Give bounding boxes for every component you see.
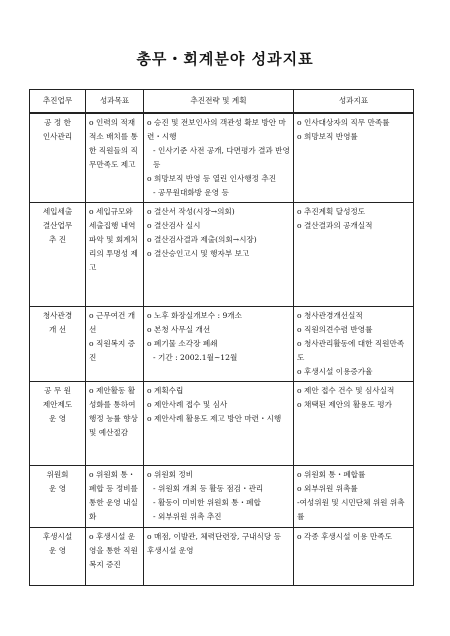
- table-row: [30, 466, 414, 528]
- strategy-cell: [144, 382, 294, 466]
- task-label: 위원회: [46, 470, 69, 479]
- strategy-cell: [144, 307, 294, 382]
- table-row: [30, 382, 414, 466]
- task-label: 제안제도: [42, 400, 73, 409]
- task-cell: [30, 203, 86, 307]
- indicator-item: o 채택된 제안의 활용도 평가: [297, 400, 392, 409]
- strategy-item: - 인사기준 사전 공개, 다면평가 결과 반영 등: [153, 146, 290, 169]
- indicator-item: o 청사관경개선실적: [297, 311, 363, 320]
- strategy-item: o 계획수립: [147, 386, 184, 395]
- strategy-item: o 제안사례 활용도 제고 방안 마련・시행: [147, 414, 282, 423]
- strategy-cell: [144, 528, 294, 586]
- indicator-cell: [294, 203, 414, 307]
- strategy-cell: [144, 113, 294, 203]
- strategy-item: o 노후 화장실개보수 : 9개소: [147, 311, 242, 320]
- strategy-item: o 결산검사결과 제출(의회→시장): [147, 235, 257, 244]
- goal-cell: [86, 307, 144, 382]
- indicator-item: o 후생시설 이용증가율: [297, 367, 373, 376]
- goal-text: o 세입규모와 세출집행 내역 파악 및 회계처리의 투명성 제고: [89, 207, 138, 272]
- strategy-item: o 결산승인고시 및 행자부 보고: [147, 249, 250, 258]
- task-label: 공 정 한: [44, 118, 71, 127]
- goal-text: o 위원회 통・폐합 등 정비를 통한 운영 내실화: [89, 470, 138, 521]
- table-row: [30, 203, 414, 307]
- task-label: 추 진: [48, 235, 67, 244]
- strategy-item: o 본청 사무실 개선: [147, 325, 211, 334]
- strategy-item: - 위원회 개최 등 활동 점검・관리: [153, 484, 264, 493]
- goal-text: o 인력의 적재적소 배치를 통한 직원들의 직무만족도 제고: [89, 118, 138, 169]
- goal-cell: [86, 466, 144, 528]
- strategy-item: o 결산서 작성(시장→의회): [147, 207, 235, 216]
- indicator-cell: [294, 382, 414, 466]
- goal-text: o 근무여건 개선: [89, 311, 136, 334]
- indicator-item: o 희망보직 반영률: [297, 132, 358, 141]
- indicator-cell: [294, 307, 414, 382]
- strategy-item: - 기간 : 2002.1월~12월: [153, 353, 238, 362]
- task-label: 세입세출: [42, 207, 73, 216]
- strategy-item: o 매점, 이발관, 체력단련장, 구내식당 등 후생시설 운영: [147, 532, 281, 555]
- task-label: 인사관리: [42, 132, 73, 141]
- goal-cell: [86, 528, 144, 586]
- header-goal: 성과목표: [86, 90, 144, 114]
- strategy-item: o 승진 및 전보인사의 객관성 확보 방안 마련・시행: [147, 118, 286, 141]
- table-header-row: [30, 90, 414, 114]
- indicator-item: o 청사관리활동에 대한 직원만족도: [297, 339, 405, 362]
- indicator-item: o 인사대상자의 직무 만족률: [297, 118, 390, 127]
- table-row: [30, 528, 414, 586]
- task-cell: [30, 382, 86, 466]
- strategy-item: o 위원회 정비: [147, 470, 194, 479]
- indicator-item: o 위원회 통・폐합률: [297, 470, 366, 479]
- document-title: 총무・회계분야 성과지표: [136, 50, 314, 68]
- strategy-cell: [144, 203, 294, 307]
- indicator-cell: [294, 528, 414, 586]
- task-cell: [30, 113, 86, 203]
- strategy-item: o 희망보직 반영 등 열린 인사행정 추진: [147, 174, 277, 183]
- indicator-cell: [294, 113, 414, 203]
- indicator-item: o 결산결과의 공개실적: [297, 221, 373, 230]
- task-label: 후생시설: [42, 532, 73, 541]
- task-cell: [30, 528, 86, 586]
- indicator-item: o 추진계획 달성정도: [297, 207, 366, 216]
- goal-text: o 직원복지 증진: [89, 339, 136, 362]
- goal-cell: [86, 203, 144, 307]
- header-indicator: 성과지표: [294, 90, 414, 114]
- indicator-item: o 외부위원 위촉률: [297, 484, 358, 493]
- header-task: 추진업무: [30, 90, 86, 114]
- task-cell: [30, 466, 86, 528]
- indicator-item: -여성위원 및 시민단체 위원 위촉률: [297, 498, 405, 521]
- task-label: 운 영: [48, 546, 67, 555]
- strategy-item: o 제안사례 접수 및 심사: [147, 400, 228, 409]
- goal-cell: [86, 382, 144, 466]
- indicator-cell: [294, 466, 414, 528]
- task-cell: [30, 307, 86, 382]
- strategy-item: - 공무원대화방 운영 등: [153, 188, 229, 197]
- strategy-item: - 외부위원 위촉 추진: [153, 512, 222, 521]
- strategy-item: - 활동이 미비한 위원회 통・폐합: [153, 498, 261, 507]
- performance-table: [29, 89, 414, 586]
- task-label: 운 영: [48, 414, 67, 423]
- strategy-item: o 폐기물 소각장 폐쇄: [147, 339, 218, 348]
- goal-cell: [86, 113, 144, 203]
- table-row: [30, 113, 414, 203]
- header-strategy: 추진전략 및 계획: [144, 90, 294, 114]
- strategy-item: o 결산검사 실시: [147, 221, 201, 230]
- task-label: 결산업무: [42, 221, 73, 230]
- indicator-item: o 각종 후생시설 이용 만족도: [297, 532, 392, 541]
- task-label: 공 무 원: [44, 386, 71, 395]
- indicator-item: o 제안 접수 건수 및 심사실적: [297, 386, 395, 395]
- indicator-item: o 직원의견수렴 반영률: [297, 325, 373, 334]
- goal-text: o 후생시설 운영을 통한 직원 복지 증진: [89, 532, 138, 569]
- goal-text: o 제안활동 활성화를 통하여 행정 능률 향상 및 예산절감: [89, 386, 138, 437]
- strategy-cell: [144, 466, 294, 528]
- task-label: 청사관경: [42, 311, 73, 320]
- task-label: 개 선: [48, 325, 67, 334]
- task-label: 운 영: [48, 484, 67, 493]
- table-row: [30, 307, 414, 382]
